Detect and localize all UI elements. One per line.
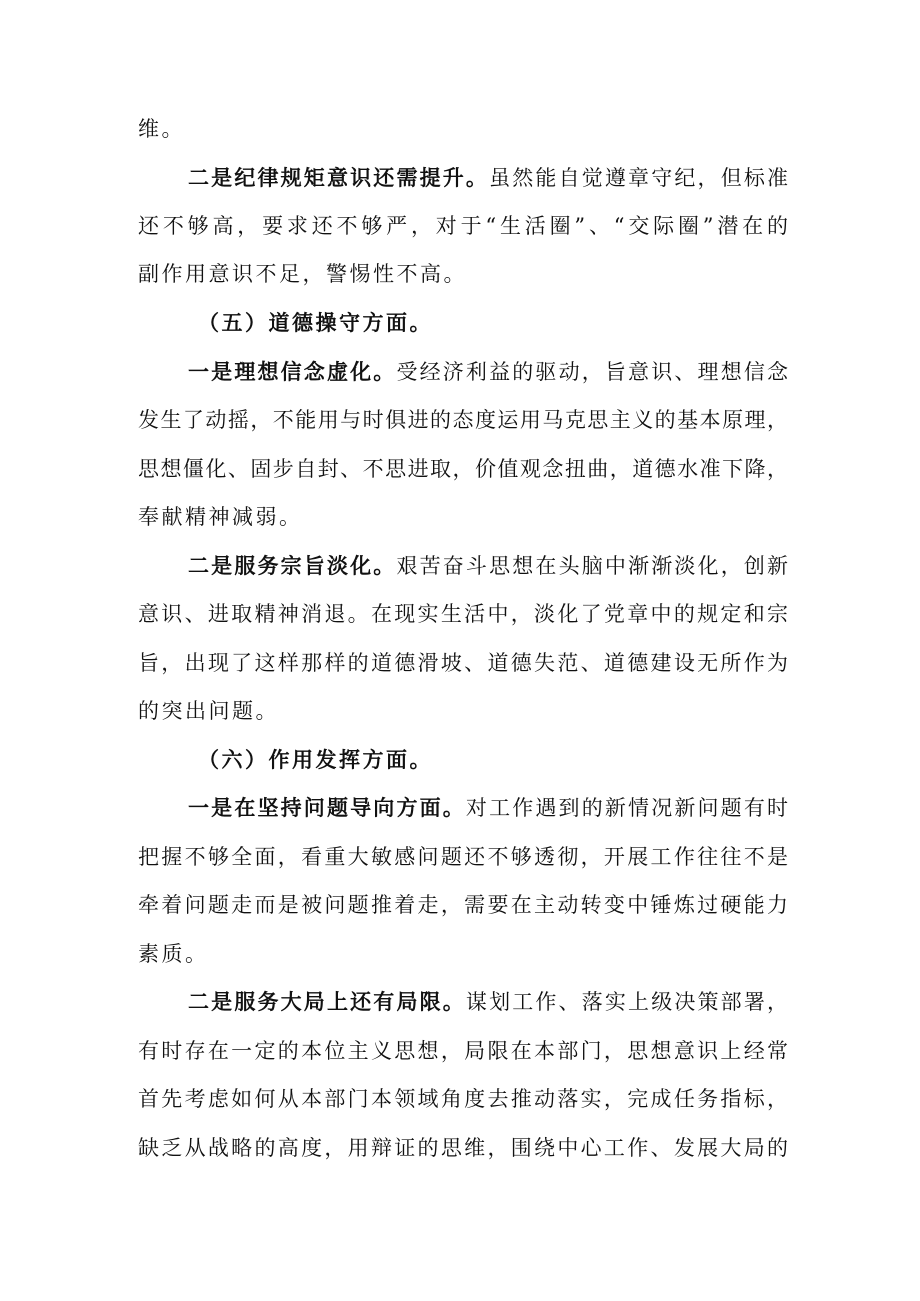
text-line: [138, 842, 788, 872]
text-line: [138, 454, 788, 484]
body-text: 受经济利益的驱动，旨意识、理想信念: [396, 360, 789, 384]
text-line: [138, 696, 788, 726]
bold-heading: 一是在坚持问题导向方面。: [188, 795, 466, 820]
text-line: [138, 1133, 788, 1163]
text-line: [138, 599, 788, 629]
text-line: [198, 308, 788, 338]
bold-heading: 二是服务宗旨淡化。: [188, 553, 397, 578]
body-text: 缺乏从战略的高度，用辩证的思维，围绕中心工作、发展大局的: [138, 1136, 788, 1160]
body-text: 首先考虑如何从本部门本领域角度去推动落实，完成任务指标，: [138, 1087, 788, 1111]
body-text: 牵着问题走而是被问题推着走，需要在主动转变中锤炼过硬能力: [138, 893, 788, 917]
text-line: [138, 259, 788, 289]
body-text: 副作用意识不足，警惕性不高。: [138, 262, 467, 286]
text-line: [188, 987, 788, 1017]
text-line: [138, 1036, 788, 1066]
body-text: 奉献精神减弱。: [138, 505, 303, 529]
body-text: 艰苦奋斗思想在头脑中渐渐淡化，创新: [396, 554, 789, 578]
body-text: 维。: [138, 117, 185, 141]
text-line: [138, 939, 788, 969]
body-text: 对工作遇到的新情况新问题有时: [465, 796, 789, 820]
body-text: 有时存在一定的本位主义思想，局限在本部门，思想意识上经常: [138, 1039, 788, 1063]
bold-heading: 二是纪律规矩意识还需提升。: [188, 165, 490, 190]
bold-heading: 二是服务大局上还有局限。: [188, 989, 466, 1014]
body-text: 虽然能自觉遵章守纪，但标准: [489, 166, 789, 190]
text-line: [188, 357, 788, 387]
body-text: 意识、进取精神消退。在现实生活中，淡化了党章中的规定和宗: [138, 602, 788, 626]
bold-heading: （五）道德操守方面。: [198, 310, 433, 335]
text-line: [188, 793, 788, 823]
body-text: 的突出问题。: [138, 699, 279, 723]
text-line: [138, 114, 788, 144]
text-line: [188, 551, 788, 581]
text-line: [138, 1084, 788, 1114]
body-text: 还不够高，要求还不够严，对于“生活圈”、“交际圈”潜在的: [138, 214, 788, 238]
text-line: [138, 405, 788, 435]
text-line: [198, 745, 788, 775]
body-text: 把握不够全面，看重大敏感问题还不够透彻，开展工作往往不是: [138, 845, 788, 869]
body-text: 旨，出现了这样那样的道德滑坡、道德失范、道德建设无所作为: [138, 651, 788, 675]
bold-heading: （六）作用发挥方面。: [198, 747, 433, 772]
text-line: [138, 211, 788, 241]
body-text: 发生了动摇，不能用与时俱进的态度运用马克思主义的基本原理，: [138, 408, 788, 432]
text-line: [138, 648, 788, 678]
body-text: 谋划工作、落实上级决策部署，: [465, 990, 789, 1014]
text-line: [138, 502, 788, 532]
text-line: [138, 890, 788, 920]
body-text: 素质。: [138, 942, 209, 966]
bold-heading: 一是理想信念虚化。: [188, 359, 397, 384]
body-text: 思想僵化、固步自封、不思进取，价值观念扭曲，道德水准下降，: [138, 457, 788, 481]
text-line: [188, 163, 788, 193]
